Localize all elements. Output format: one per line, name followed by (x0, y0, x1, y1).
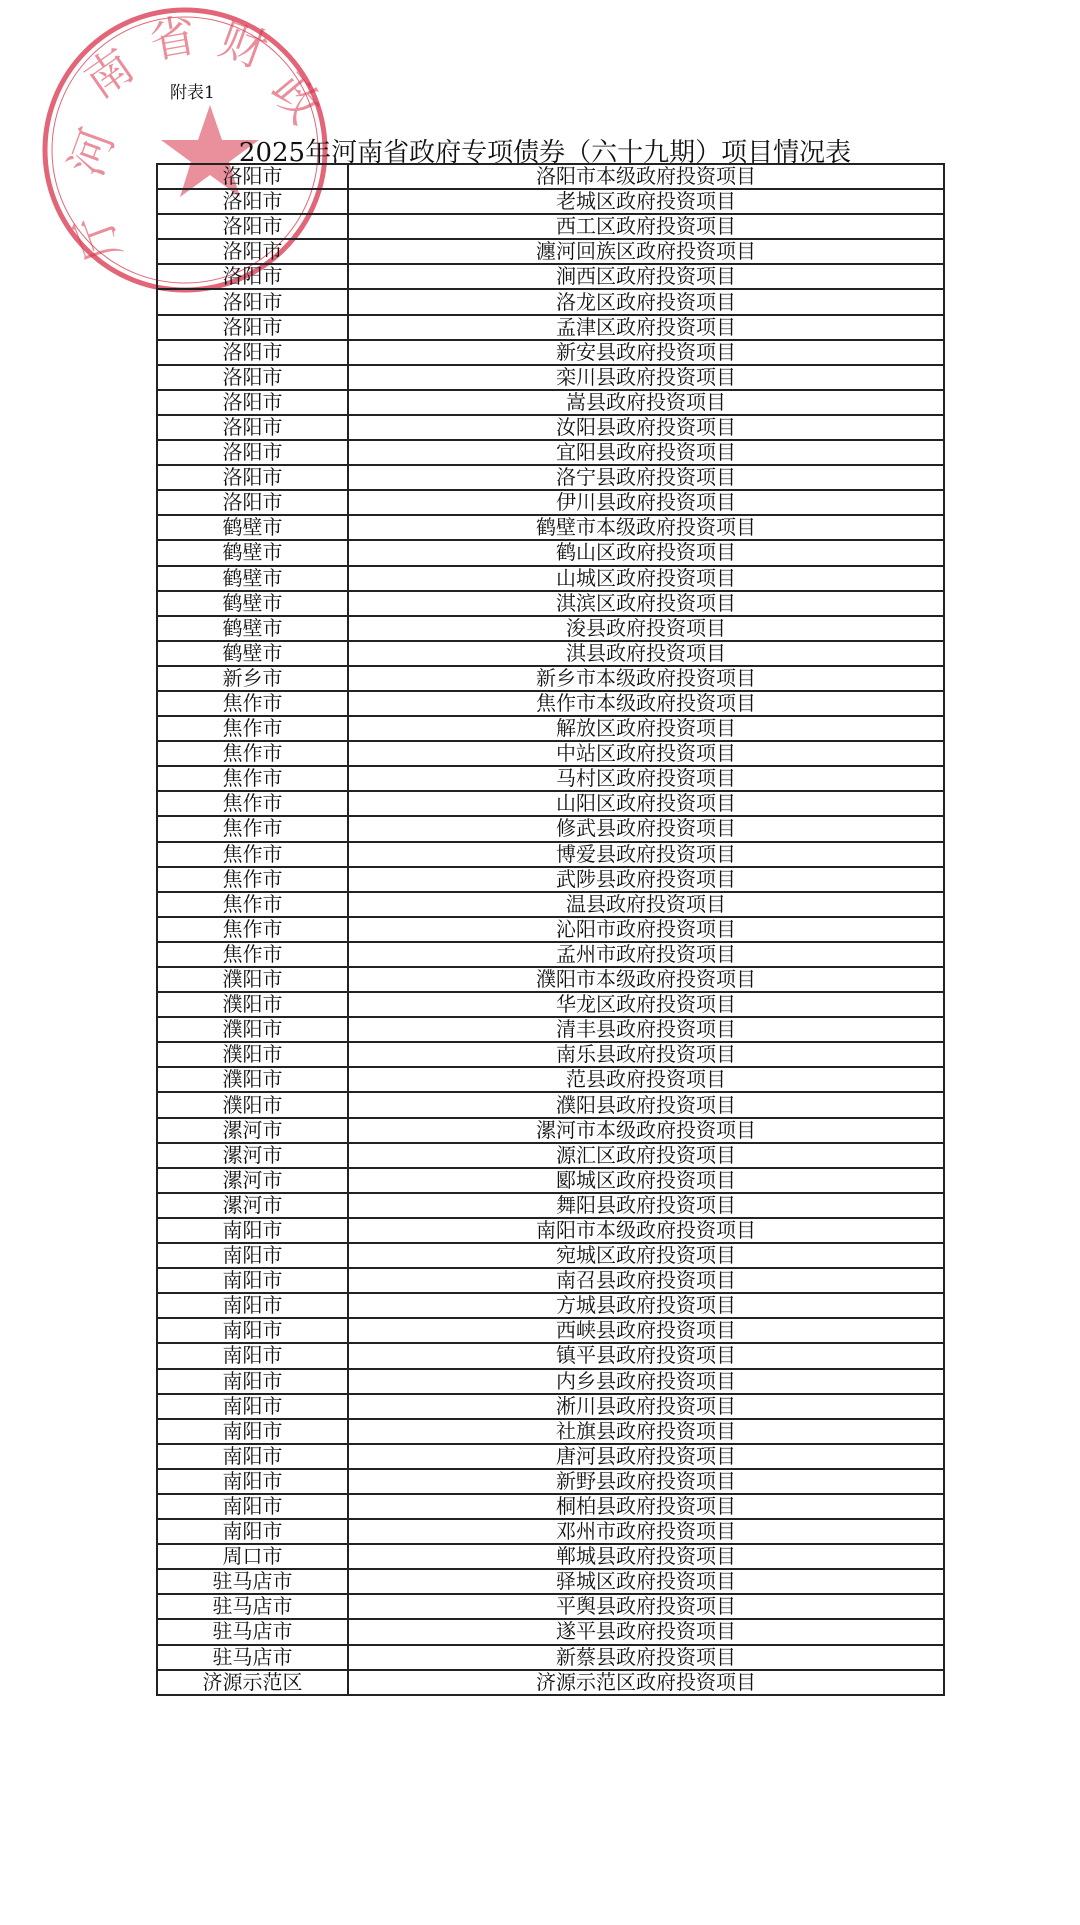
table-row (157, 1193, 944, 1218)
table-row (157, 365, 944, 390)
city-cell: 洛阳市 (157, 490, 348, 515)
city-cell: 焦作市 (157, 766, 348, 791)
city-cell: 鹤壁市 (157, 641, 348, 666)
city-cell: 洛阳市 (157, 239, 348, 264)
table-row (157, 1118, 944, 1143)
table-row (157, 214, 944, 239)
city-cell: 鹤壁市 (157, 591, 348, 616)
project-cell: 平舆县政府投资项目 (348, 1594, 944, 1619)
table-row (157, 1218, 944, 1243)
table-row (157, 1343, 944, 1368)
project-cell: 濮阳市本级政府投资项目 (348, 967, 944, 992)
table-row (157, 1042, 944, 1067)
city-cell: 鹤壁市 (157, 566, 348, 591)
table-row (157, 1318, 944, 1343)
city-cell: 南阳市 (157, 1519, 348, 1544)
project-cell: 新安县政府投资项目 (348, 340, 944, 365)
project-cell: 遂平县政府投资项目 (348, 1619, 944, 1644)
table-row (157, 1670, 944, 1695)
city-cell: 洛阳市 (157, 365, 348, 390)
city-cell: 濮阳市 (157, 1067, 348, 1092)
city-cell: 焦作市 (157, 917, 348, 942)
city-cell: 鹤壁市 (157, 515, 348, 540)
project-cell: 新蔡县政府投资项目 (348, 1645, 944, 1670)
city-cell: 漯河市 (157, 1193, 348, 1218)
city-cell: 驻马店市 (157, 1569, 348, 1594)
city-cell: 南阳市 (157, 1394, 348, 1419)
svg-text:厅: 厅 (64, 206, 132, 269)
city-cell: 南阳市 (157, 1444, 348, 1469)
table-row (157, 1594, 944, 1619)
project-cell: 老城区政府投资项目 (348, 189, 944, 214)
city-cell: 焦作市 (157, 791, 348, 816)
table-row (157, 641, 944, 666)
table-row (157, 1569, 944, 1594)
project-cell: 济源示范区政府投资项目 (348, 1670, 944, 1695)
table-row (157, 1419, 944, 1444)
project-cell: 解放区政府投资项目 (348, 716, 944, 741)
svg-text:政: 政 (261, 63, 332, 134)
city-cell: 漯河市 (157, 1143, 348, 1168)
city-cell: 洛阳市 (157, 289, 348, 314)
table-row (157, 892, 944, 917)
project-cell: 南召县政府投资项目 (348, 1268, 944, 1293)
project-cell: 驿城区政府投资项目 (348, 1569, 944, 1594)
city-cell: 洛阳市 (157, 315, 348, 340)
table-row (157, 515, 944, 540)
table-row (157, 791, 944, 816)
city-cell: 驻马店市 (157, 1619, 348, 1644)
project-cell: 濮阳县政府投资项目 (348, 1092, 944, 1117)
city-cell: 焦作市 (157, 842, 348, 867)
table-row (157, 189, 944, 214)
project-cell: 嵩县政府投资项目 (348, 390, 944, 415)
project-cell: 镇平县政府投资项目 (348, 1343, 944, 1368)
table-row (157, 867, 944, 892)
table-row (157, 1494, 944, 1519)
project-cell: 淅川县政府投资项目 (348, 1394, 944, 1419)
project-cell: 修武县政府投资项目 (348, 816, 944, 841)
city-cell: 驻马店市 (157, 1594, 348, 1619)
table-row (157, 741, 944, 766)
city-cell: 济源示范区 (157, 1670, 348, 1695)
project-cell: 沁阳市政府投资项目 (348, 917, 944, 942)
table-row (157, 1243, 944, 1268)
project-cell: 范县政府投资项目 (348, 1067, 944, 1092)
city-cell: 南阳市 (157, 1318, 348, 1343)
city-cell: 洛阳市 (157, 340, 348, 365)
table-row (157, 1519, 944, 1544)
city-cell: 驻马店市 (157, 1645, 348, 1670)
table-row (157, 390, 944, 415)
project-cell: 山阳区政府投资项目 (348, 791, 944, 816)
city-cell: 南阳市 (157, 1419, 348, 1444)
table-row (157, 666, 944, 691)
table-row (157, 591, 944, 616)
project-cell: 山城区政府投资项目 (348, 566, 944, 591)
city-cell: 濮阳市 (157, 1092, 348, 1117)
table-row (157, 315, 944, 340)
project-cell: 鹤壁市本级政府投资项目 (348, 515, 944, 540)
city-cell: 焦作市 (157, 691, 348, 716)
city-cell: 洛阳市 (157, 164, 348, 189)
city-cell: 新乡市 (157, 666, 348, 691)
project-cell: 马村区政府投资项目 (348, 766, 944, 791)
table-row (157, 1369, 944, 1394)
table-row (157, 1469, 944, 1494)
project-cell: 华龙区政府投资项目 (348, 992, 944, 1017)
project-cell: 洛宁县政府投资项目 (348, 465, 944, 490)
table-row (157, 1168, 944, 1193)
city-cell: 洛阳市 (157, 390, 348, 415)
svg-text:财: 财 (212, 11, 275, 79)
city-cell: 洛阳市 (157, 189, 348, 214)
project-cell: 鹤山区政府投资项目 (348, 540, 944, 565)
table-row (157, 340, 944, 365)
city-cell: 洛阳市 (157, 264, 348, 289)
table-row (157, 440, 944, 465)
city-cell: 漯河市 (157, 1168, 348, 1193)
table-row (157, 716, 944, 741)
table-row (157, 616, 944, 641)
table-row (157, 1645, 944, 1670)
table-row (157, 289, 944, 314)
project-cell: 新乡市本级政府投资项目 (348, 666, 944, 691)
project-cell: 宛城区政府投资项目 (348, 1243, 944, 1268)
project-cell: 桐柏县政府投资项目 (348, 1494, 944, 1519)
project-cell: 洛阳市本级政府投资项目 (348, 164, 944, 189)
project-cell: 焦作市本级政府投资项目 (348, 691, 944, 716)
city-cell: 周口市 (157, 1544, 348, 1569)
table-row (157, 1293, 944, 1318)
city-cell: 焦作市 (157, 741, 348, 766)
project-cell: 源汇区政府投资项目 (348, 1143, 944, 1168)
project-cell: 西峡县政府投资项目 (348, 1318, 944, 1343)
project-cell: 南阳市本级政府投资项目 (348, 1218, 944, 1243)
city-cell: 洛阳市 (157, 214, 348, 239)
city-cell: 南阳市 (157, 1268, 348, 1293)
table-row (157, 1619, 944, 1644)
project-cell: 瀍河回族区政府投资项目 (348, 239, 944, 264)
project-cell: 西工区政府投资项目 (348, 214, 944, 239)
project-cell: 洛龙区政府投资项目 (348, 289, 944, 314)
table-row (157, 239, 944, 264)
project-cell: 宜阳县政府投资项目 (348, 440, 944, 465)
table-row (157, 1444, 944, 1469)
svg-text:南: 南 (74, 38, 144, 109)
project-cell: 郾城区政府投资项目 (348, 1168, 944, 1193)
project-cell: 孟州市政府投资项目 (348, 942, 944, 967)
city-cell: 南阳市 (157, 1218, 348, 1243)
page-title: 2025年河南省政府专项债券（六十九期）项目情况表 (238, 138, 852, 168)
project-cell: 栾川县政府投资项目 (348, 365, 944, 390)
project-cell: 唐河县政府投资项目 (348, 1444, 944, 1469)
table-row (157, 967, 944, 992)
project-cell: 舞阳县政府投资项目 (348, 1193, 944, 1218)
project-cell: 社旗县政府投资项目 (348, 1419, 944, 1444)
project-cell: 新野县政府投资项目 (348, 1469, 944, 1494)
city-cell: 漯河市 (157, 1118, 348, 1143)
project-cell: 中站区政府投资项目 (348, 741, 944, 766)
table-row (157, 1268, 944, 1293)
project-cell: 淇县政府投资项目 (348, 641, 944, 666)
project-table (156, 163, 945, 1696)
city-cell: 焦作市 (157, 716, 348, 741)
table-row (157, 264, 944, 289)
city-cell: 洛阳市 (157, 415, 348, 440)
project-cell: 南乐县政府投资项目 (348, 1042, 944, 1067)
city-cell: 南阳市 (157, 1293, 348, 1318)
city-cell: 洛阳市 (157, 440, 348, 465)
table-row (157, 164, 944, 189)
table-row (157, 917, 944, 942)
project-cell: 汝阳县政府投资项目 (348, 415, 944, 440)
svg-text:河: 河 (58, 121, 126, 183)
project-cell: 伊川县政府投资项目 (348, 490, 944, 515)
table-row (157, 465, 944, 490)
project-cell: 方城县政府投资项目 (348, 1293, 944, 1318)
table-row (157, 1394, 944, 1419)
table-row (157, 566, 944, 591)
project-cell: 邓州市政府投资项目 (348, 1519, 944, 1544)
city-cell: 洛阳市 (157, 465, 348, 490)
table-row (157, 691, 944, 716)
table-row (157, 1067, 944, 1092)
table-row (157, 415, 944, 440)
city-cell: 鹤壁市 (157, 540, 348, 565)
city-cell: 濮阳市 (157, 1042, 348, 1067)
project-cell: 淇滨区政府投资项目 (348, 591, 944, 616)
city-cell: 焦作市 (157, 942, 348, 967)
project-cell: 郸城县政府投资项目 (348, 1544, 944, 1569)
project-cell: 孟津区政府投资项目 (348, 315, 944, 340)
city-cell: 南阳市 (157, 1469, 348, 1494)
table-row (157, 1143, 944, 1168)
city-cell: 南阳市 (157, 1343, 348, 1368)
city-cell: 濮阳市 (157, 1017, 348, 1042)
table-row (157, 1544, 944, 1569)
city-cell: 濮阳市 (157, 967, 348, 992)
table-row (157, 992, 944, 1017)
table-row (157, 1092, 944, 1117)
table-row (157, 942, 944, 967)
svg-text:省: 省 (145, 7, 201, 70)
city-cell: 焦作市 (157, 892, 348, 917)
city-cell: 南阳市 (157, 1369, 348, 1394)
table-row (157, 842, 944, 867)
table-row (157, 816, 944, 841)
city-cell: 南阳市 (157, 1243, 348, 1268)
city-cell: 南阳市 (157, 1494, 348, 1519)
annex-label: 附表1 (170, 83, 215, 103)
city-cell: 濮阳市 (157, 992, 348, 1017)
project-cell: 博爱县政府投资项目 (348, 842, 944, 867)
project-cell: 涧西区政府投资项目 (348, 264, 944, 289)
table-row (157, 540, 944, 565)
table-row (157, 1017, 944, 1042)
table-row (157, 490, 944, 515)
city-cell: 焦作市 (157, 867, 348, 892)
table-row (157, 766, 944, 791)
city-cell: 鹤壁市 (157, 616, 348, 641)
project-cell: 清丰县政府投资项目 (348, 1017, 944, 1042)
project-cell: 武陟县政府投资项目 (348, 867, 944, 892)
city-cell: 焦作市 (157, 816, 348, 841)
project-cell: 浚县政府投资项目 (348, 616, 944, 641)
project-cell: 温县政府投资项目 (348, 892, 944, 917)
project-cell: 漯河市本级政府投资项目 (348, 1118, 944, 1143)
project-cell: 内乡县政府投资项目 (348, 1369, 944, 1394)
